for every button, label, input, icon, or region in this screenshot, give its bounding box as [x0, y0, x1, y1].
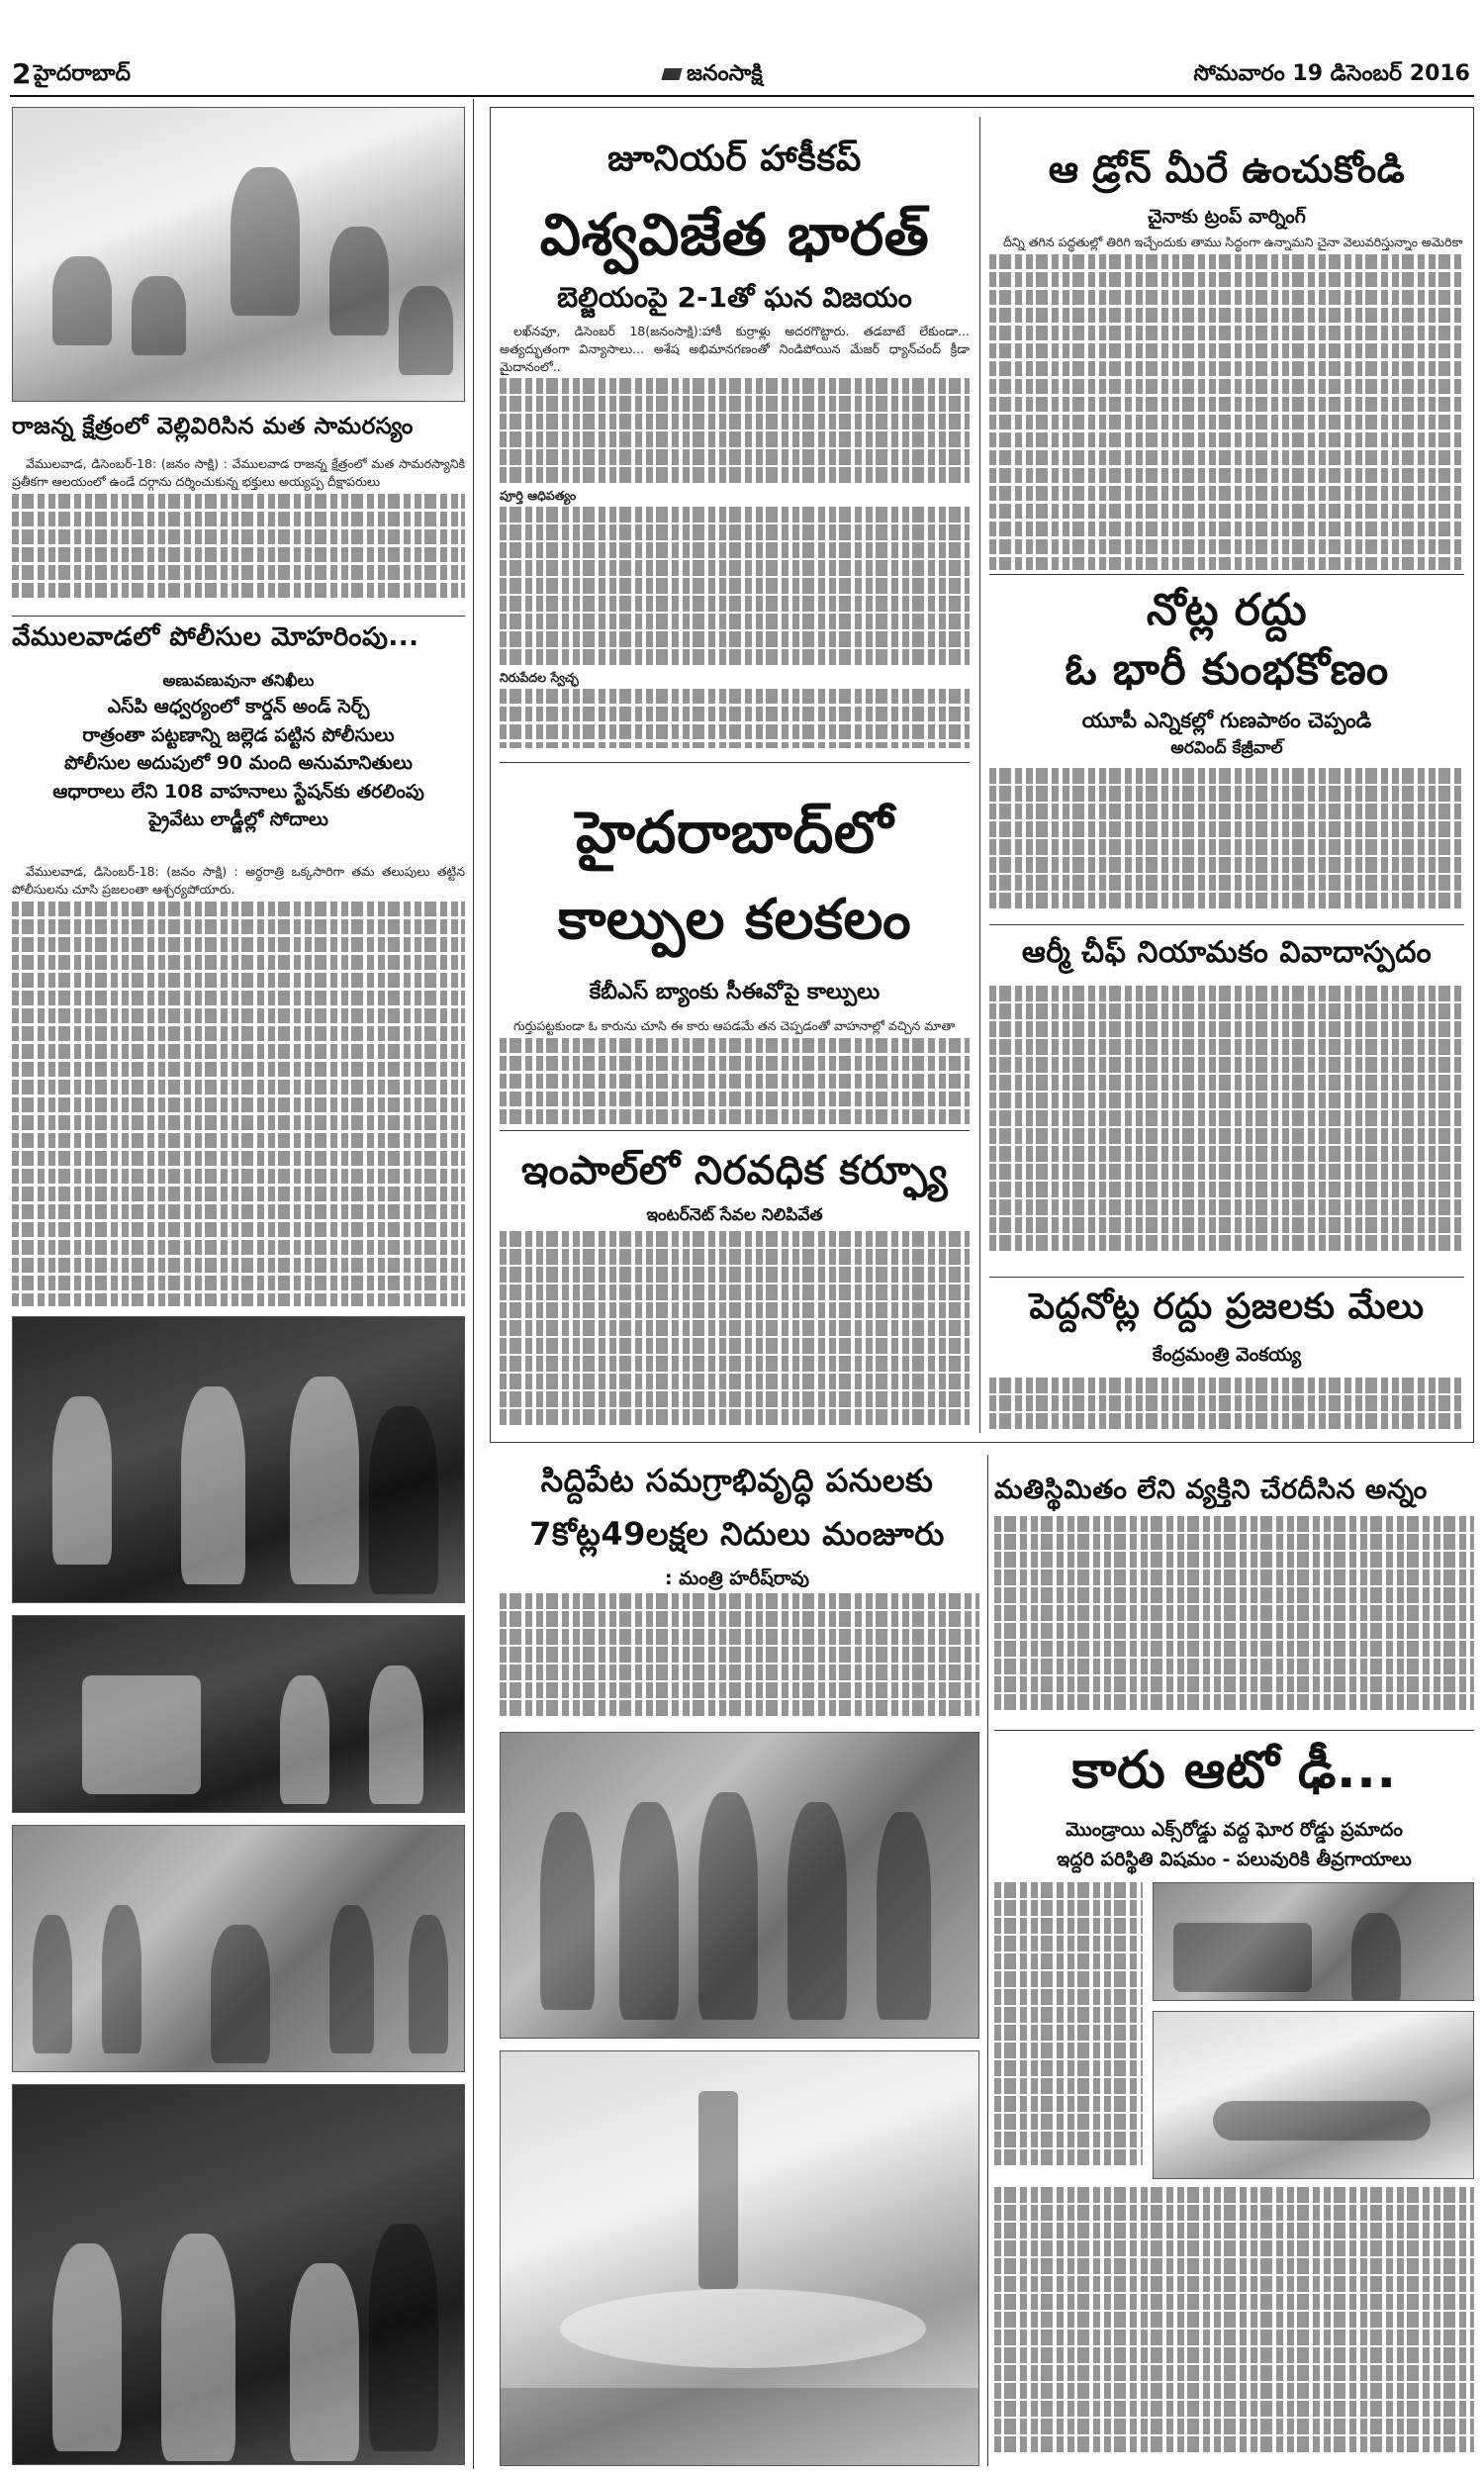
photo-vehicle-inspection	[12, 2084, 465, 2465]
story-lead: లఖ్‌నవూ, డిసెంబర్ 18(జనంసాక్షి):హాకీ కుర్రాళ్లు అదరగొట్టారు. తడబాటే లేకుండా... అత్యద్భుతంగా విన్యాసాలు... అశేష అభిమానగణంతో నిండిపోయిన మేజర్ ధ్యాన్‌చంద్ క్రీడా మైదానంలో..	[500, 324, 970, 374]
story-separator	[12, 616, 465, 617]
story-headline: ఆ డ్రోన్ మీరే ఉంచుకోండి	[1048, 147, 1406, 191]
story-headline: రాజన్న క్షేత్రంలో వెల్లివిరిసిన మత సామరస్యం	[12, 414, 414, 439]
story-body	[989, 1378, 1464, 1433]
kicker-line: పోలీసుల అదుపులో 90 మంది అనుమానితులు	[64, 752, 413, 774]
story-byline: : మంత్రి హరీష్‌రావు	[664, 1568, 810, 1589]
story-subheadline: కేబీఎస్ బ్యాంకు సీఈవోపై కాల్పులు	[589, 980, 881, 1004]
story-headline: కాల్పుల కలకలం	[557, 888, 912, 952]
inline-subhead: పూర్తి ఆధిపత్యం	[500, 488, 577, 504]
story-lead: గుర్తుపట్టకుండా ఓ కారును చూసి ఈ కారు ఆపడమే తన చెప్పడంతో వాహనాల్లో వచ్చిన మాతా	[513, 1018, 956, 1033]
story-headline: హైదరాబాద్‌లో	[575, 799, 893, 866]
story-separator	[500, 762, 970, 763]
story-separator	[989, 1277, 1464, 1278]
story-headline: ఆర్మీ చీఫ్ నియామకం వివాదాస్పదం	[1021, 935, 1433, 970]
main-box-divider	[979, 117, 980, 1433]
masthead-logo	[663, 61, 763, 91]
photo-fountain-statue	[500, 2050, 979, 2466]
page-header	[0, 0, 1484, 90]
story-body	[989, 768, 1464, 922]
story-headline: ఓ భారీ కుంభకోణం	[1065, 644, 1389, 695]
story-subheadline: యూపీ ఎన్నికల్లో గుణపాఠం చెప్పండి	[1081, 709, 1372, 732]
story-body	[500, 1017, 970, 1126]
story-body	[500, 1593, 979, 1720]
left-column-divider	[473, 99, 474, 2469]
story-subheadline: బెల్జియంపై 2-1తో ఘన విజయం	[557, 281, 912, 314]
photo-accident-vehicle	[1153, 1882, 1474, 2001]
story-body	[12, 455, 465, 612]
kicker-line: ఆధారాలు లేని 108 వాహనాలు స్టేషన్‌కు తరలింపు	[52, 780, 424, 803]
header-rule	[10, 95, 1474, 97]
kicker-line: ప్రైవేటు లాడ్జీల్లో సోదాలు	[148, 809, 328, 830]
inline-subhead: నిరుపేదల స్వేచ్ఛ	[500, 670, 579, 685]
story-subheadline: ఇద్దరి పరిస్థితి విషమం - పలువురికి తీవ్రగాయాలు	[1057, 1849, 1412, 1870]
issue-date: సోమవారం 19 డిసెంబర్ 2016	[1193, 61, 1470, 86]
story-headline: నోట్ల రద్దు	[1146, 585, 1308, 635]
story-body	[989, 986, 1464, 1273]
story-body	[994, 1516, 1474, 1724]
story-headline: 7కోట్ల49లక్షల నిదులు మంజూరు	[529, 1515, 945, 1553]
photo-auto-rickshaw	[12, 1615, 465, 1813]
section-name: హైదరాబాద్	[34, 61, 131, 86]
kicker-line: ఎస్‌పి ఆధ్వర్యంలో కార్డన్ అండ్ సెర్చ్	[107, 696, 370, 717]
story-headline: పెద్దనోట్ల రద్దు ప్రజలకు మేలు	[1029, 1286, 1425, 1327]
story-separator	[994, 1730, 1474, 1731]
story-body	[994, 2187, 1474, 2466]
story-headline: మతిస్థిమితం లేని వ్యక్తిని చేరదీసిన అన్నం	[994, 1475, 1428, 1505]
photo-police-checking	[12, 1316, 465, 1603]
story-lead: వేములవాడ, డిసెంబర్-18: (జనం సాక్షి) : వేములవాడ రాజన్న క్షేత్రంలో మత సామరస్యానికి ప్రతీకగా ఆలయంలో ఉండే దర్గాను దర్శించుకున్న భక్తులు అయ్యప్ప దీక్షాపరులు	[12, 456, 465, 489]
story-body	[500, 323, 970, 748]
story-body	[12, 863, 465, 1306]
story-lead: దీన్ని తగిన పద్ధతుల్లో తిరిగి ఇచ్చేందుకు తాము సిద్ధంగా ఉన్నామని చైనా వెలువరిస్తున్నాం అమెరికా	[1003, 235, 1463, 249]
kicker-line: రాత్రంతా పట్టణాన్ని జల్లెడ పట్టిన పోలీసులు	[82, 723, 395, 746]
masthead-text: జనంసాక్షి	[687, 61, 763, 86]
story-body	[500, 1231, 970, 1433]
story-kicker: జూనియర్ హాకీకప్	[607, 139, 862, 179]
story-headline: వేములవాడలో పోలీసుల మోహరింపు...	[12, 622, 419, 652]
story-subheadline: మొండ్రాయి ఎక్స్‌రోడ్డు వద్ద ఘోర రోడ్డు ప్రమాదం	[1066, 1819, 1403, 1841]
masthead-icon	[661, 68, 682, 80]
story-byline: అరవింద్ కేజ్రీవాల్	[1170, 738, 1283, 758]
kicker-line: అణువణువునా తనిఖీలు	[162, 671, 315, 690]
photo-minister-inspection	[500, 1732, 979, 2039]
story-body	[994, 1882, 1143, 2179]
story-separator	[989, 574, 1464, 575]
story-byline: కేంద్రమంత్రి వెంకయ్య	[1152, 1344, 1302, 1366]
story-headline: ఇంపాల్‌లో నిరవధిక కర్ఫ్యూ	[520, 1148, 949, 1193]
story-headline: కారు ఆటో ఢీ...	[1071, 1741, 1397, 1800]
story-separator	[500, 1130, 970, 1131]
story-body	[989, 234, 1464, 570]
page-number: 2	[12, 57, 32, 90]
story-lead: వేములవాడ, డిసెంబర్-18: (జనం సాక్షి) : అర్ధరాత్రి ఒక్కసారిగా తమ తలుపులు తట్టిన పోలీసులను చూసి ప్రజలంతా ఆశ్చర్యపోయారు.	[12, 864, 465, 897]
story-subheadline: ఇంటర్‌నెట్ సేవల నిలిపివేత	[646, 1205, 823, 1225]
photo-police-assembly	[12, 1825, 465, 2072]
photo-devotees-meal	[12, 107, 465, 402]
story-kicker-list	[12, 669, 465, 834]
photo-accident-victim	[1153, 2011, 1474, 2179]
story-headline: విశ్వవిజేత భారత్	[539, 201, 930, 268]
story-separator	[989, 924, 1464, 925]
story-subheadline: చైనాకు ట్రంప్ వార్నింగ్	[1148, 206, 1306, 228]
story-headline: సిద్దిపేట సమగ్రాభివృద్ధి పనులకు	[540, 1462, 934, 1499]
lower-column-divider	[987, 1455, 988, 2466]
